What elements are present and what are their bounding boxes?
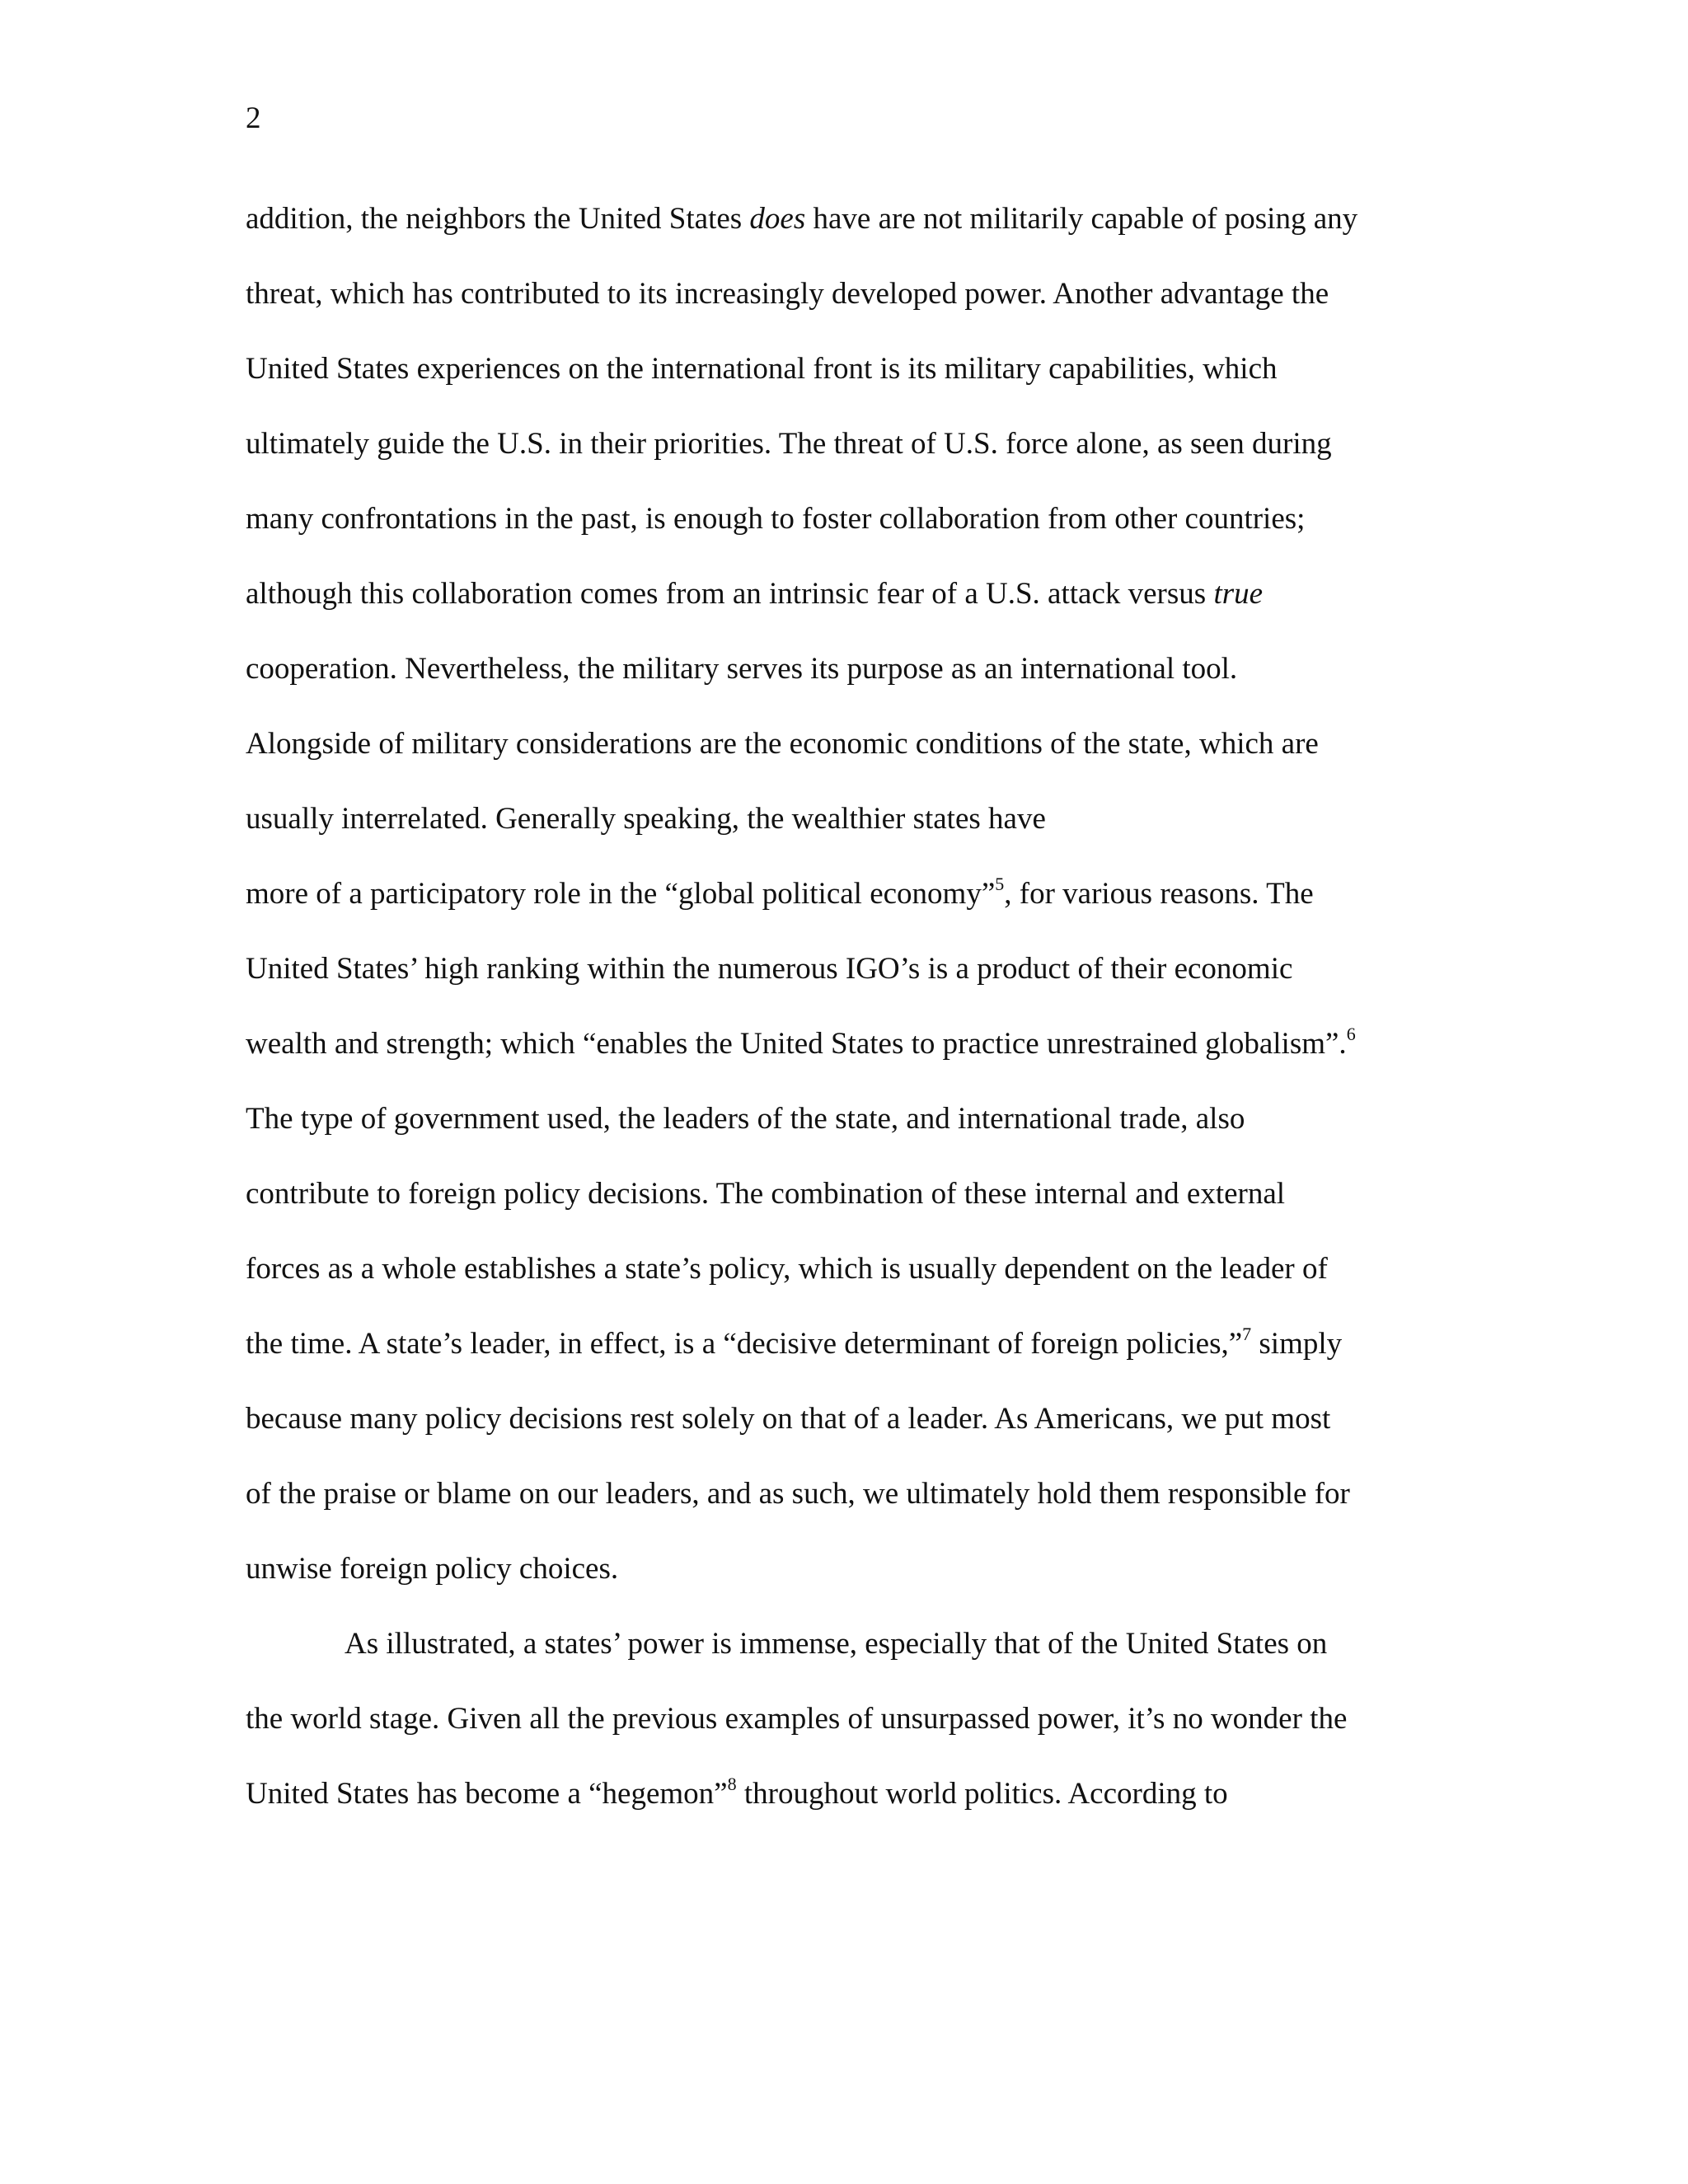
text-line-20: As illustrated, a states’ power is immense, especially that of the United States on xyxy=(345,1627,1328,1661)
emphasis-text: true xyxy=(1213,577,1264,611)
text-line-8: Alongside of military considerations are the economic conditions of the state, which are xyxy=(246,727,1319,761)
text-span: although this collaboration comes from an intrinsic fear of a U.S. attack versus xyxy=(246,577,1214,611)
text-line-4: ultimately guide the U.S. in their priorities. The threat of U.S. force alone, as seen during xyxy=(246,427,1332,461)
text-line-2: threat, which has contributed to its increasingly developed power. Another advantage the xyxy=(246,277,1329,311)
footnote-marker: 5 xyxy=(995,874,1005,894)
text-line-7: cooperation. Nevertheless, the military serves its purpose as an international tool. xyxy=(246,652,1238,686)
footnote-marker: 6 xyxy=(1346,1024,1356,1044)
text-line-19: unwise foreign policy choices. xyxy=(246,1552,619,1586)
text-line-15: forces as a whole establishes a state’s policy, which is usually dependent on the leader of xyxy=(246,1252,1328,1286)
text-line-14: contribute to foreign policy decisions. The combination of these internal and external xyxy=(246,1177,1286,1211)
text-line-3: United States experiences on the international front is its military capabilities, which xyxy=(246,352,1278,386)
text-line-16 xyxy=(246,1326,1342,1362)
text-line-11: United States’ high ranking within the numerous IGO’s is a product of their economic xyxy=(246,952,1293,986)
text-line-6 xyxy=(246,576,1263,612)
text-span: throughout world politics. According to xyxy=(736,1777,1228,1811)
text-line-5: many confrontations in the past, is enough to foster collaboration from other countries; xyxy=(246,502,1306,536)
text-line-12 xyxy=(246,1026,1356,1062)
text-line-13: The type of government used, the leaders of the state, and international trade, also xyxy=(246,1102,1245,1136)
text-line-21: the world stage. Given all the previous examples of unsurpassed power, it’s no wonder the xyxy=(246,1702,1348,1736)
text-span: simply xyxy=(1251,1327,1343,1361)
text-line-10 xyxy=(246,876,1314,912)
text-span: wealth and strength; which “enables the United States to practice unrestrained globalism”. xyxy=(246,1027,1347,1061)
text-span: the time. A state’s leader, in effect, is a “decisive determinant of foreign policies,” xyxy=(246,1327,1243,1361)
footnote-marker: 8 xyxy=(727,1774,737,1794)
page-number: 2 xyxy=(246,101,261,135)
footnote-marker: 7 xyxy=(1242,1324,1252,1344)
text-line-1 xyxy=(246,201,1357,237)
text-line-9: usually interrelated. Generally speaking, the wealthier states have xyxy=(246,802,1046,836)
text-span: have are not militarily capable of posing any xyxy=(805,202,1358,236)
text-span: , for various reasons. The xyxy=(1004,877,1314,911)
text-line-18: of the praise or blame on our leaders, and as such, we ultimately hold them responsible for xyxy=(246,1477,1350,1511)
text-span: addition, the neighbors the United States xyxy=(246,202,750,236)
text-span: United States has become a “hegemon” xyxy=(246,1777,728,1811)
text-span: more of a participatory role in the “global political economy” xyxy=(246,877,996,911)
text-line-17: because many policy decisions rest solely on that of a leader. As Americans, we put most xyxy=(246,1402,1331,1436)
emphasis-text: does xyxy=(749,202,806,236)
text-line-22 xyxy=(246,1776,1228,1812)
